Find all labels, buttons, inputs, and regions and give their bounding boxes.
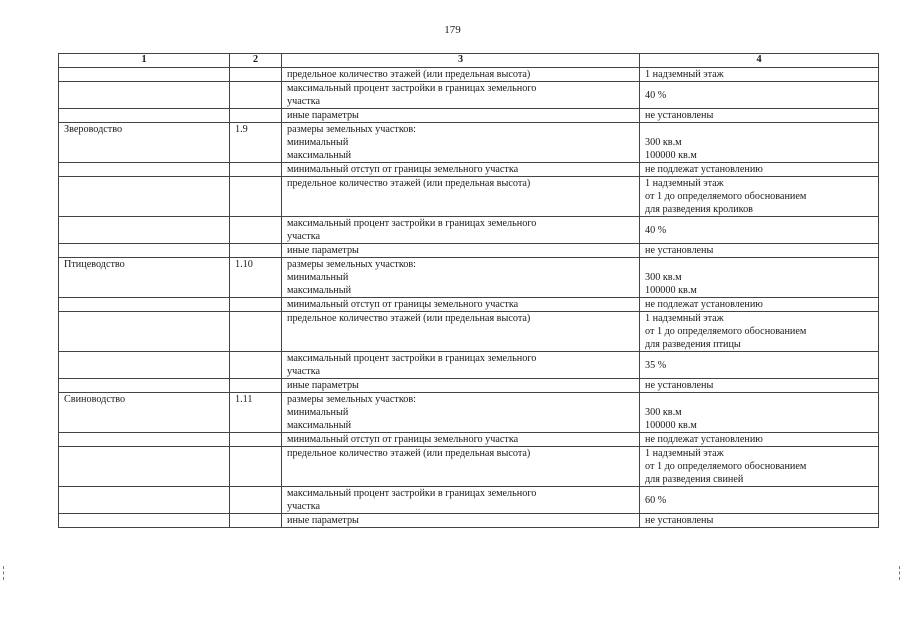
cell-c3 — [282, 514, 640, 528]
table-row — [59, 393, 879, 433]
cell-line: для разведения свиней — [645, 474, 744, 485]
cell-line: максимальный процент застройки в границах земельного — [287, 353, 537, 364]
cell-c3 — [282, 447, 640, 487]
cell-line: 300 кв.м — [645, 407, 682, 418]
cell-c2 — [230, 82, 282, 109]
cell-line: 60 % — [645, 494, 667, 506]
cell-line: 1 надземный этаж — [645, 313, 724, 324]
cell-c3 — [282, 393, 640, 433]
cell-c3 — [282, 379, 640, 393]
cell-c2 — [230, 177, 282, 217]
cell-line: от 1 до определяемого обоснованием — [645, 191, 807, 202]
cell-c4 — [640, 217, 879, 244]
cell-c3 — [282, 177, 640, 217]
table-row — [59, 487, 879, 514]
use-type-name: Звероводство — [64, 124, 123, 135]
cell-c1 — [59, 487, 230, 514]
use-type-code: 1.9 — [235, 124, 248, 135]
cell-c2 — [230, 298, 282, 312]
cell-line: максимальный — [287, 150, 352, 161]
cell-c1 — [59, 68, 230, 82]
cell-line: 100000 кв.м — [645, 150, 697, 161]
use-type-name: Птицеводство — [64, 259, 125, 270]
cell-line: 1 надземный этаж — [645, 69, 724, 80]
cell-line: 300 кв.м — [645, 137, 682, 148]
cell-line: от 1 до определяемого обоснованием — [645, 326, 807, 337]
cell-c3 — [282, 487, 640, 514]
table-row — [59, 217, 879, 244]
cell-c3 — [282, 244, 640, 258]
column-header-2: 2 — [230, 54, 282, 68]
cell-line: для разведения кроликов — [645, 204, 753, 215]
cell-line: иные параметры — [287, 380, 359, 391]
cell-line: не подлежат установлению — [645, 299, 763, 310]
cell-line: участка — [287, 231, 321, 242]
cell-c3 — [282, 123, 640, 163]
table-row — [59, 68, 879, 82]
cell-c3 — [282, 298, 640, 312]
table-row — [59, 258, 879, 298]
cell-line: не подлежат установлению — [645, 164, 763, 175]
cell-line: предельное количество этажей (или предельная высота) — [287, 313, 531, 324]
cell-c3 — [282, 109, 640, 123]
cell-c1 — [59, 352, 230, 379]
cell-c1 — [59, 82, 230, 109]
cell-c2 — [230, 487, 282, 514]
cell-line: минимальный отступ от границы земельного участка — [287, 434, 519, 445]
left-scan-mark — [3, 566, 6, 580]
cell-c2 — [230, 123, 282, 163]
cell-c4 — [640, 298, 879, 312]
cell-c1 — [59, 109, 230, 123]
cell-c4 — [640, 177, 879, 217]
cell-c2 — [230, 217, 282, 244]
cell-line: максимальный — [287, 420, 352, 431]
cell-c2 — [230, 352, 282, 379]
table-row — [59, 123, 879, 163]
cell-c2 — [230, 68, 282, 82]
cell-c3 — [282, 352, 640, 379]
page-number: 179 — [444, 24, 461, 36]
cell-line: максимальный процент застройки в границах земельного — [287, 218, 537, 229]
column-header-1: 1 — [59, 54, 230, 68]
cell-line: минимальный отступ от границы земельного участка — [287, 299, 519, 310]
cell-c4 — [640, 352, 879, 379]
cell-c4 — [640, 447, 879, 487]
cell-c3 — [282, 258, 640, 298]
cell-c4 — [640, 379, 879, 393]
cell-c1 — [59, 258, 230, 298]
cell-line: участка — [287, 366, 321, 377]
cell-c4 — [640, 258, 879, 298]
use-type-code: 1.11 — [235, 394, 253, 405]
cell-c3 — [282, 312, 640, 352]
cell-c1 — [59, 433, 230, 447]
zoning-parameters-table — [58, 53, 879, 528]
cell-line: предельное количество этажей (или предельная высота) — [287, 448, 531, 459]
column-header-4: 4 — [640, 54, 879, 68]
cell-c3 — [282, 433, 640, 447]
table-row — [59, 312, 879, 352]
table-row — [59, 352, 879, 379]
cell-c2 — [230, 163, 282, 177]
table-row — [59, 82, 879, 109]
cell-c1 — [59, 298, 230, 312]
cell-c1 — [59, 244, 230, 258]
cell-c2 — [230, 433, 282, 447]
cell-line: минимальный — [287, 407, 349, 418]
cell-c2 — [230, 514, 282, 528]
cell-line: минимальный — [287, 137, 349, 148]
cell-c1 — [59, 123, 230, 163]
cell-c4 — [640, 68, 879, 82]
cell-line: не подлежат установлению — [645, 434, 763, 445]
cell-line: 35 % — [645, 359, 667, 371]
cell-line: не установлены — [645, 110, 714, 121]
cell-c4 — [640, 487, 879, 514]
cell-c1 — [59, 447, 230, 487]
table-row — [59, 298, 879, 312]
cell-c3 — [282, 217, 640, 244]
cell-line: иные параметры — [287, 110, 359, 121]
cell-line: не установлены — [645, 515, 714, 526]
table-row — [59, 447, 879, 487]
table-row — [59, 514, 879, 528]
cell-c4 — [640, 82, 879, 109]
cell-line: максимальный процент застройки в границах земельного — [287, 488, 537, 499]
cell-c3 — [282, 163, 640, 177]
cell-c1 — [59, 217, 230, 244]
cell-line: не установлены — [645, 245, 714, 256]
cell-line: 100000 кв.м — [645, 285, 697, 296]
cell-line: предельное количество этажей (или предельная высота) — [287, 69, 531, 80]
cell-c4 — [640, 163, 879, 177]
cell-line: размеры земельных участков: — [287, 394, 417, 405]
cell-line: участка — [287, 96, 321, 107]
cell-line: размеры земельных участков: — [287, 124, 417, 135]
cell-c2 — [230, 447, 282, 487]
cell-line: минимальный отступ от границы земельного участка — [287, 164, 519, 175]
cell-c4 — [640, 244, 879, 258]
cell-c4 — [640, 312, 879, 352]
cell-line: 1 надземный этаж — [645, 448, 724, 459]
cell-c4 — [640, 514, 879, 528]
cell-line: максимальный процент застройки в границах земельного — [287, 83, 537, 94]
cell-line: 300 кв.м — [645, 272, 682, 283]
cell-c3 — [282, 82, 640, 109]
cell-line: участка — [287, 501, 321, 512]
cell-line — [645, 258, 873, 271]
cell-line: от 1 до определяемого обоснованием — [645, 461, 807, 472]
cell-c1 — [59, 514, 230, 528]
cell-line — [645, 123, 873, 136]
cell-line: размеры земельных участков: — [287, 259, 417, 270]
cell-line: предельное количество этажей (или предельная высота) — [287, 178, 531, 189]
table-row — [59, 379, 879, 393]
cell-c2 — [230, 312, 282, 352]
cell-line: 40 % — [645, 224, 667, 236]
table-body — [59, 68, 879, 528]
cell-c1 — [59, 379, 230, 393]
cell-c4 — [640, 433, 879, 447]
cell-line: минимальный — [287, 272, 349, 283]
cell-c2 — [230, 244, 282, 258]
cell-c2 — [230, 258, 282, 298]
use-type-name: Свиноводство — [64, 394, 126, 405]
cell-c1 — [59, 312, 230, 352]
cell-line: не установлены — [645, 380, 714, 391]
table-row — [59, 163, 879, 177]
cell-line: максимальный — [287, 285, 352, 296]
table-row — [59, 177, 879, 217]
cell-c2 — [230, 393, 282, 433]
cell-line: для разведения птицы — [645, 339, 741, 350]
cell-line: иные параметры — [287, 245, 359, 256]
table-row — [59, 109, 879, 123]
cell-line: 1 надземный этаж — [645, 178, 724, 189]
right-scan-mark — [899, 566, 902, 580]
cell-c1 — [59, 393, 230, 433]
cell-c1 — [59, 177, 230, 217]
cell-c3 — [282, 68, 640, 82]
use-type-code: 1.10 — [235, 259, 253, 270]
table-row — [59, 244, 879, 258]
cell-c4 — [640, 109, 879, 123]
table-header-row — [59, 54, 879, 68]
cell-line: 100000 кв.м — [645, 420, 697, 431]
cell-line — [645, 393, 873, 406]
table-row — [59, 433, 879, 447]
cell-c4 — [640, 393, 879, 433]
cell-c1 — [59, 163, 230, 177]
cell-c2 — [230, 379, 282, 393]
cell-line: 40 % — [645, 89, 667, 101]
column-header-3: 3 — [282, 54, 640, 68]
cell-c4 — [640, 123, 879, 163]
cell-c2 — [230, 109, 282, 123]
cell-line: иные параметры — [287, 515, 359, 526]
